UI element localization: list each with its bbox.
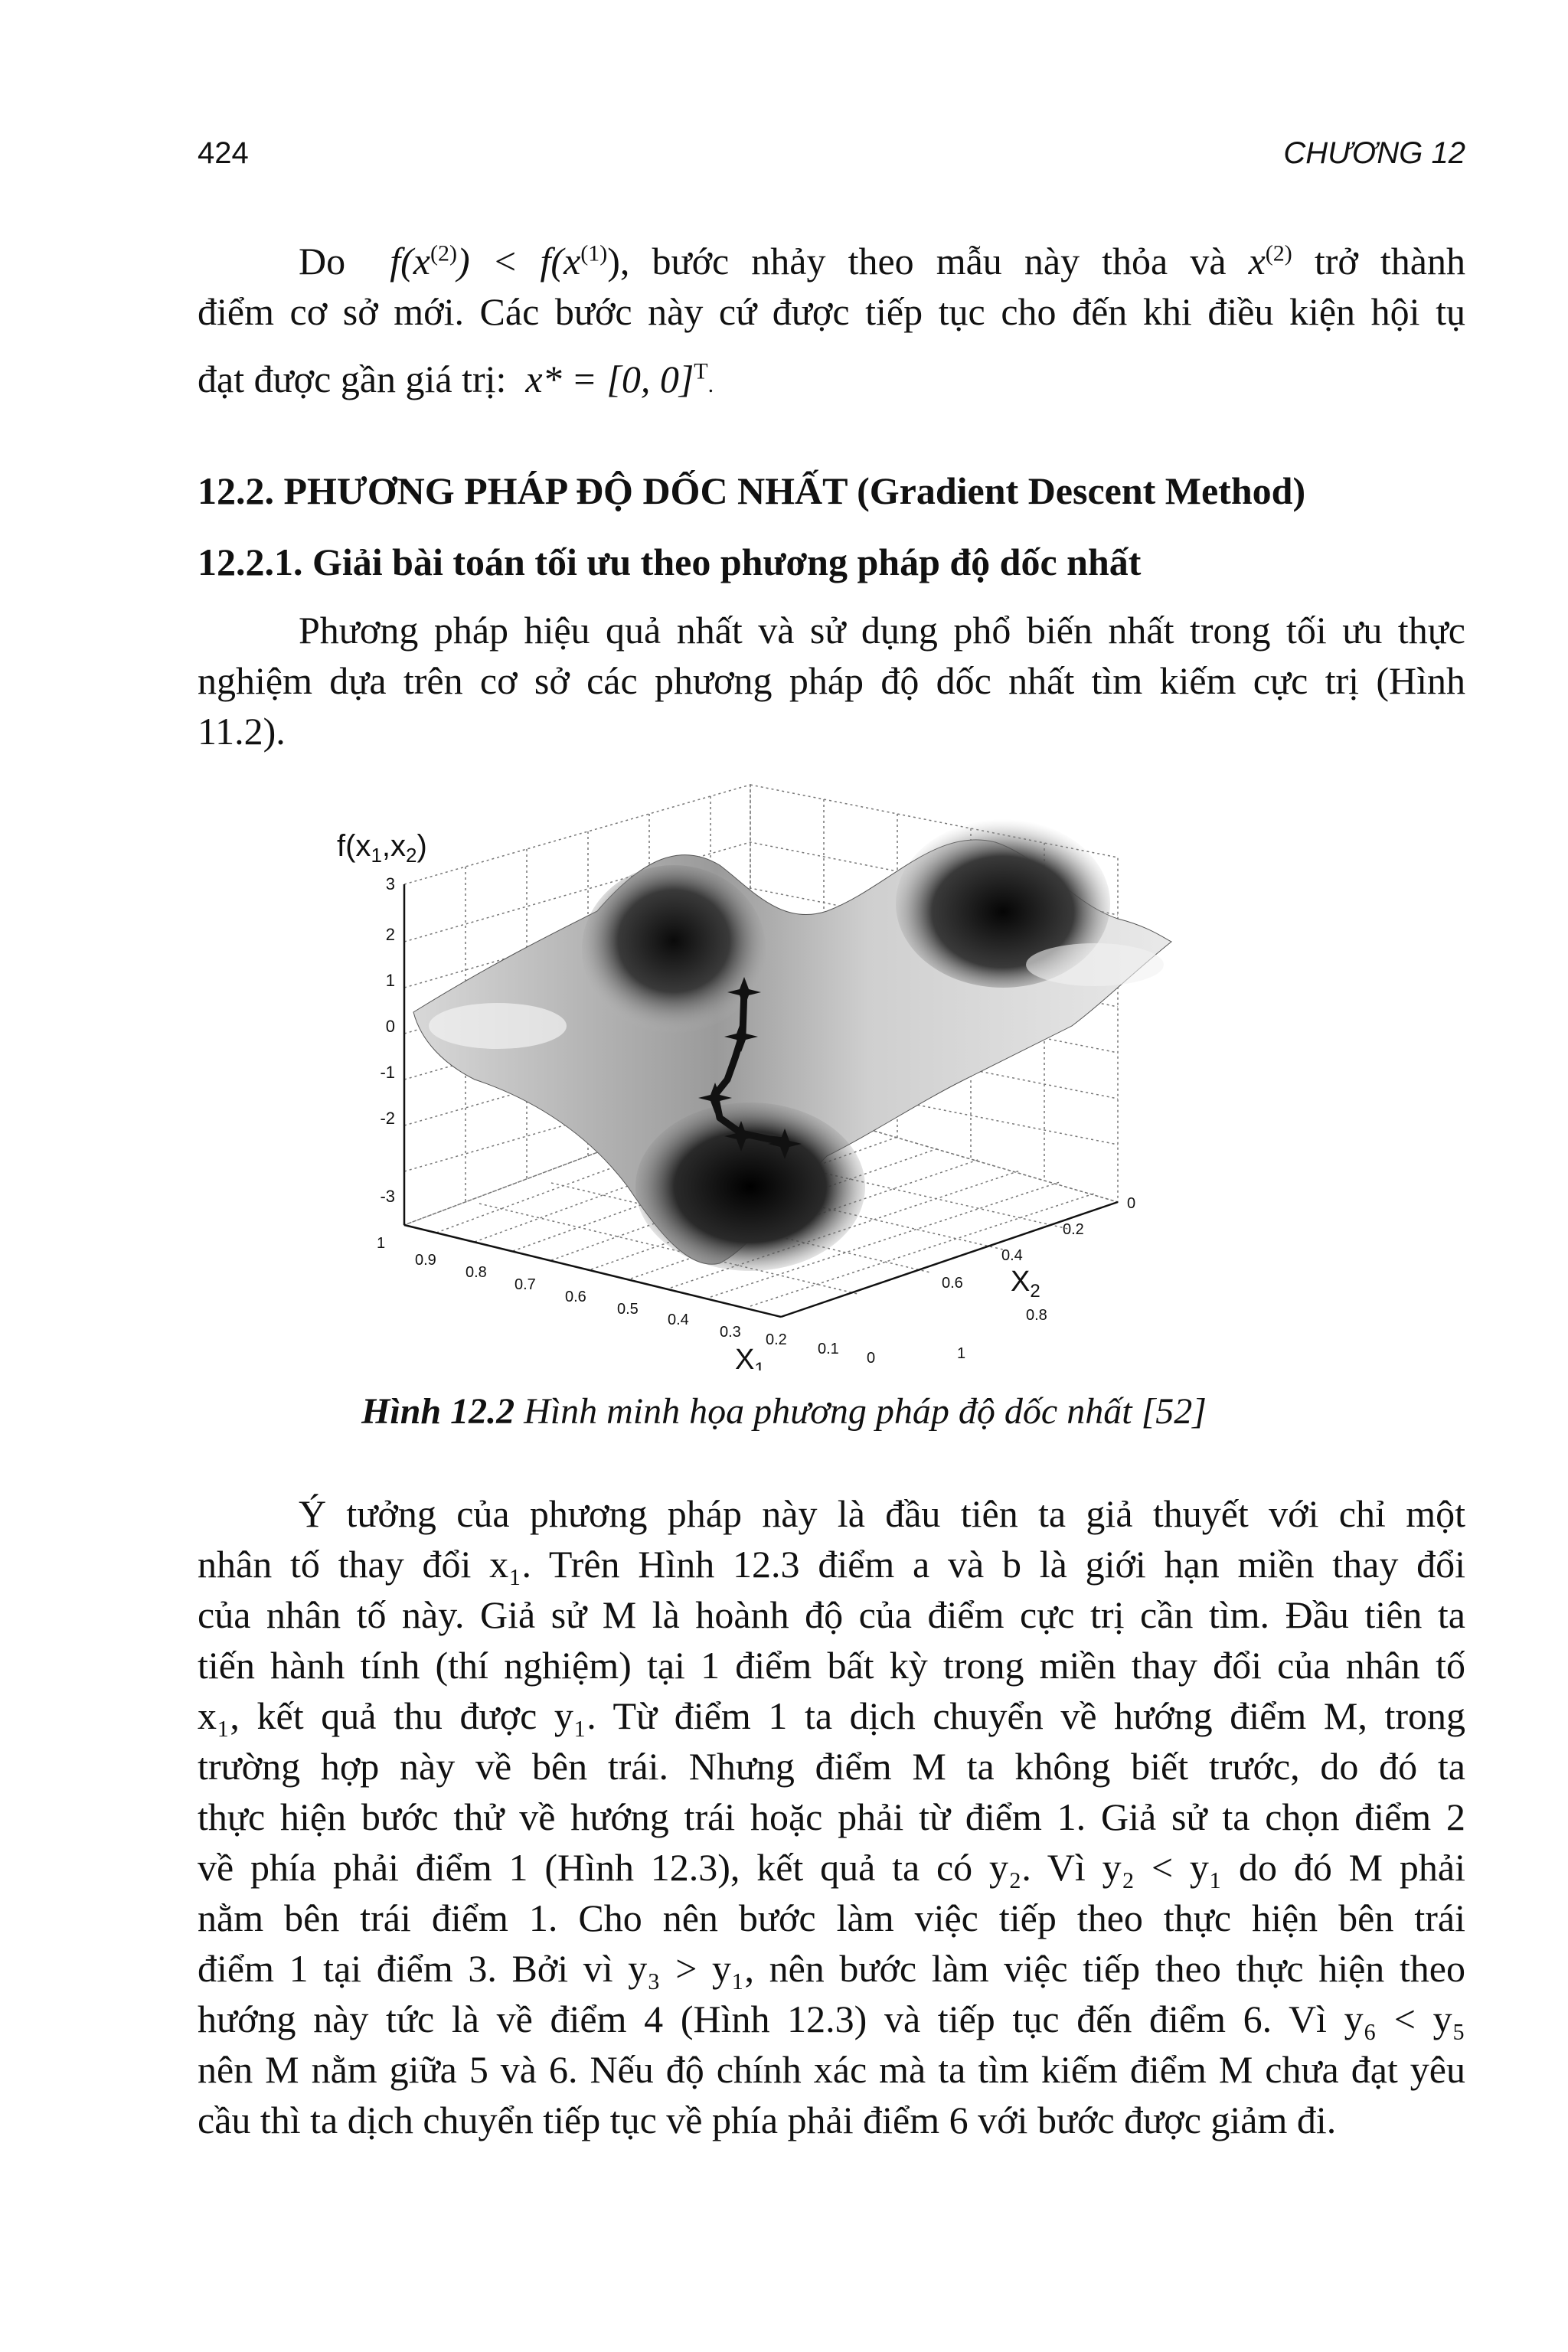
x2-tick: 0.8 <box>1026 1307 1047 1324</box>
p1-line-3: 11.2). <box>198 710 286 753</box>
intro-paragraph <box>198 236 1465 286</box>
intro-line-1: Do $f(x^{(2)}) < f(x^{(1)})$, bước nhảy theo mẫu này thỏa và $x^{(2)}$ trở thành <box>299 240 1466 283</box>
figure-label: Hình 12.2 <box>361 1391 515 1432</box>
x1-tick: 0.9 <box>415 1252 436 1269</box>
p2-line: nên M nằm giữa 5 và 6. Nếu độ chính xác mà ta tìm kiếm điểm M chưa đạt yêu <box>198 2048 1465 2091</box>
p1-line-1: Phương pháp hiệu quả nhất và sử dụng phổ biến nhất trong tối ưu thực <box>299 609 1465 652</box>
p2-line: nằm bên trái điểm 1. Cho nên bước làm việc tiếp theo thực hiện bên trái <box>198 1896 1465 1939</box>
z-tick: -1 <box>380 1063 395 1082</box>
p2-line: Ý tưởng của phương pháp này là đầu tiên ta giả thuyết với chỉ một <box>299 1492 1465 1535</box>
x1-tick: 0.7 <box>514 1276 536 1293</box>
x1-tick: 0.8 <box>466 1264 487 1281</box>
page-number: 424 <box>198 136 249 170</box>
x2-tick: 0 <box>1127 1195 1136 1212</box>
x2-tick: 1 <box>957 1345 966 1362</box>
p2-line: nhân tố thay đổi x₁. Trên Hình 12.3 điểm a và b là giới hạn miền thay đổi <box>198 1543 1465 1586</box>
figure-caption <box>0 1390 1568 1432</box>
p2-line: cầu thì ta dịch chuyển tiếp tục về phía phải điểm 6 với bước được giảm đi. <box>198 2099 1337 2141</box>
x1-tick: 0.3 <box>720 1324 741 1341</box>
x2-ticks <box>942 1195 1135 1362</box>
x1-tick: 1 <box>377 1235 386 1252</box>
chapter-title: CHƯƠNG 12 <box>1283 136 1465 170</box>
z-tick: 1 <box>385 971 395 990</box>
intro-line-3-wrap <box>198 354 1465 410</box>
p2-line: hướng này tức là về điểm 4 (Hình 12.3) và tiếp tục đến điểm 6. Vì y₆ < y₅ <box>198 1998 1465 2040</box>
optimum-equation: x* = [0, 0] <box>525 358 694 400</box>
x1-tick: 0.2 <box>766 1331 787 1348</box>
x1-tick: 0.6 <box>565 1289 586 1305</box>
intro-line-3: đạt được gần giá trị: x* = [0, 0]$^T$. <box>198 358 714 400</box>
p2-line: của nhân tố này. Giả sử M là hoành độ của điểm cực trị cần tìm. Đầu tiên ta <box>198 1593 1465 1636</box>
intro-line-2: điểm cơ sở mới. Các bước này cứ được tiếp tục cho đến khi điều kiện hội tụ <box>198 290 1465 333</box>
x2-axis-label: $X_2$ <box>1011 1266 1040 1302</box>
p2-line: trường hợp này về bên trái. Nhưng điểm M ta không biết trước, do đó ta <box>198 1745 1465 1788</box>
figure-caption-text: Hình minh họa phương pháp độ dốc nhất [52] <box>524 1391 1207 1432</box>
z-axis-label: $f(x_1,x_2)$ <box>337 829 427 867</box>
x1-tick: 0.1 <box>818 1341 839 1357</box>
p2-line: về phía phải điểm 1 (Hình 12.3), kết quả ta có y₂. Vì y₂ < y₁ do đó M phải <box>198 1846 1465 1889</box>
x2-tick: 0.2 <box>1063 1221 1084 1238</box>
x2-tick: 0.4 <box>1001 1247 1023 1264</box>
z-tick: -3 <box>380 1187 395 1206</box>
x1-tick: 0 <box>867 1350 876 1367</box>
section-title: 12.2. PHƯƠNG PHÁP ĐỘ DỐC NHẤT (Gradient Descent Method) <box>198 469 1306 512</box>
surface-plot <box>322 773 1302 1370</box>
p2-line: x₁, kết quả thu được y₁. Từ điểm 1 ta dịch chuyển về hướng điểm M, trong <box>198 1694 1465 1737</box>
x1-tick: 0.4 <box>668 1312 689 1328</box>
z-tick: 0 <box>385 1017 395 1036</box>
surface-plot-figure <box>322 773 1302 1370</box>
p2-line: thực hiện bước thử về hướng trái hoặc phải từ điểm 1. Giả sử ta chọn điểm 2 <box>198 1795 1465 1838</box>
x1-tick: 0.5 <box>617 1301 639 1318</box>
inequality: $f(x^{(2)}) < f(x^{(1)})$, <box>390 240 630 283</box>
p2-line: điểm 1 tại điểm 3. Bởi vì y₃ > y₁, nên bước làm việc tiếp theo thực hiện theo <box>198 1947 1465 1990</box>
p1-line-2: nghiệm dựa trên cơ sở các phương pháp độ dốc nhất tìm kiếm cực trị (Hình <box>198 659 1465 702</box>
z-tick: 3 <box>385 874 395 893</box>
p2-line: tiến hành tính (thí nghiệm) tại 1 điểm bất kỳ trong miền thay đổi của nhân tố <box>198 1644 1465 1687</box>
subsection-title: 12.2.1. Giải bài toán tối ưu theo phương pháp độ dốc nhất <box>198 541 1142 583</box>
x2-tick: 0.6 <box>942 1275 963 1292</box>
paragraph-2 <box>198 1488 1465 2145</box>
z-ticks <box>380 874 395 1206</box>
paragraph-1 <box>198 605 1465 756</box>
z-tick: -2 <box>380 1109 395 1128</box>
x1-axis-label: $X_1$ <box>735 1344 765 1370</box>
intro-line-2-wrap <box>198 286 1465 337</box>
z-tick: 2 <box>385 925 395 944</box>
page-header <box>198 136 1465 175</box>
